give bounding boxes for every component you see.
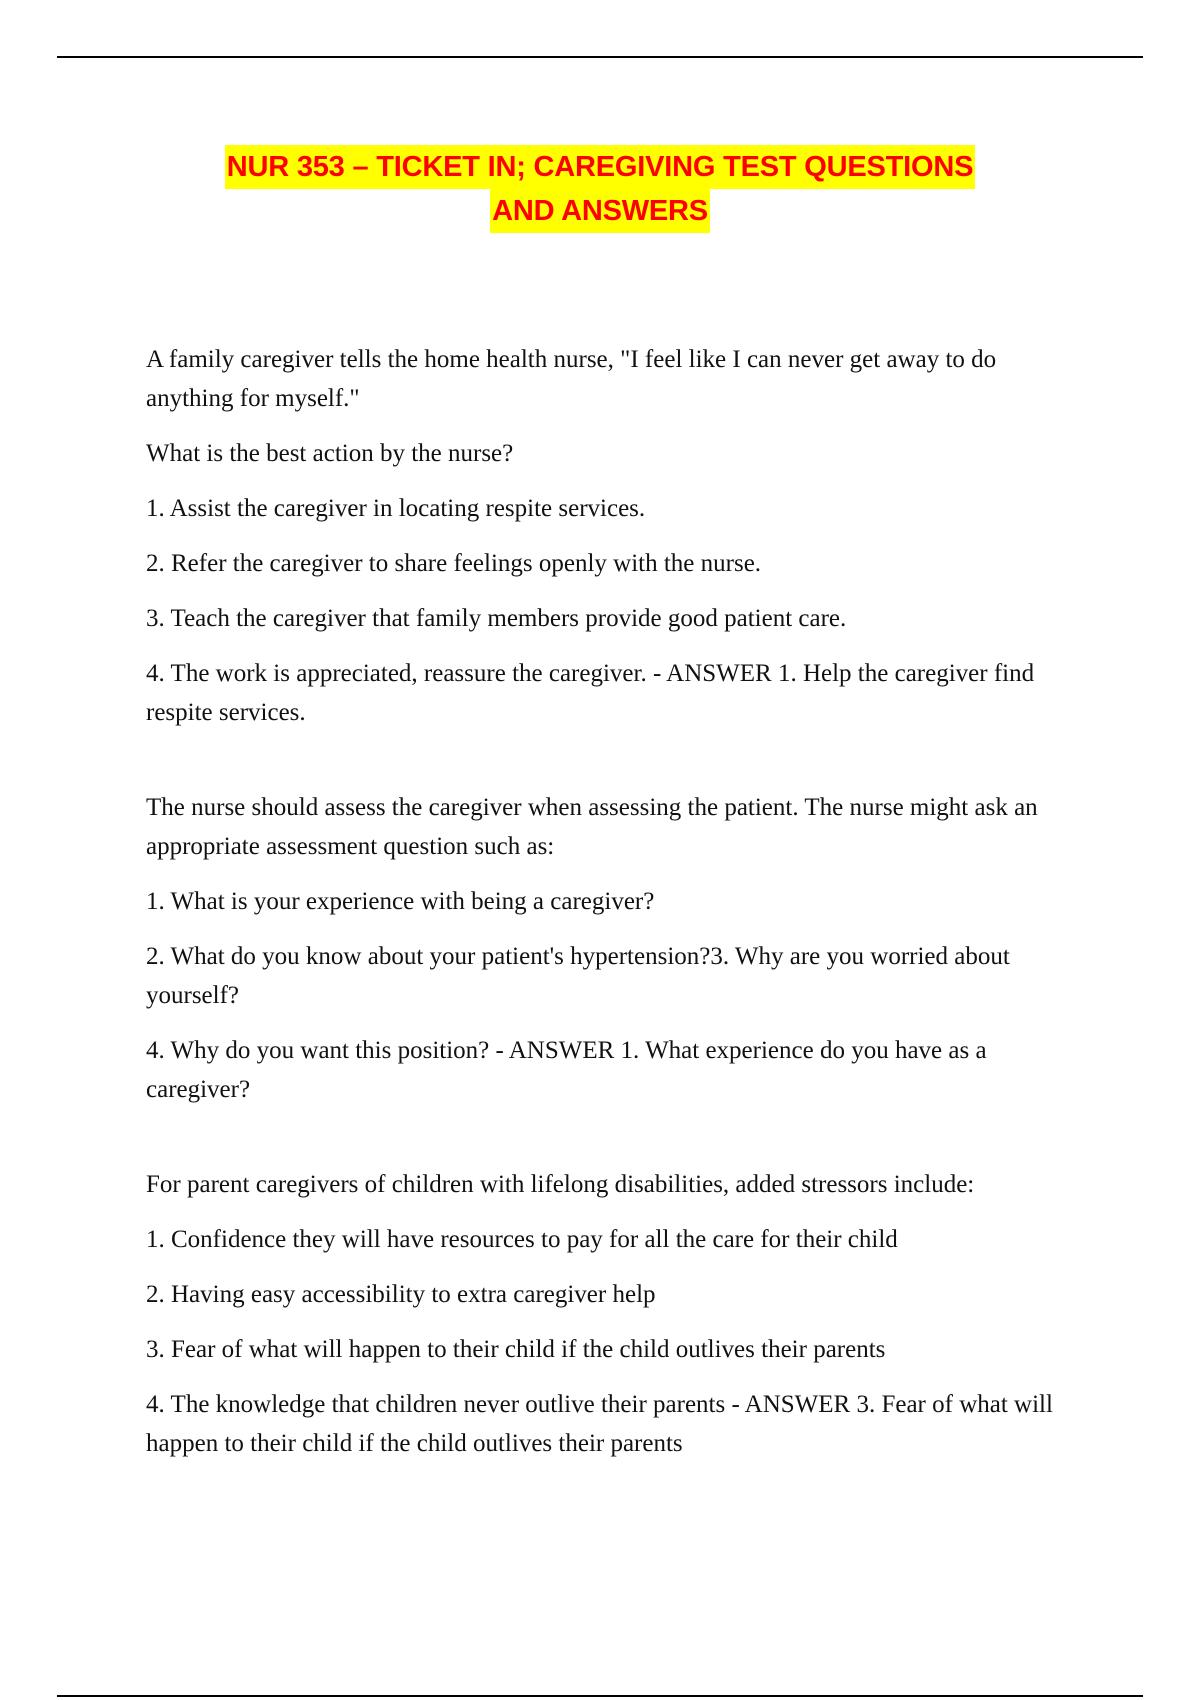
title-line-1: NUR 353 – TICKET IN; CAREGIVING TEST QUESTIONS	[225, 145, 976, 189]
title-line-2: AND ANSWERS	[490, 189, 710, 233]
question-stem: For parent caregivers of children with lifelong disabilities, added stressors include:	[146, 1171, 975, 1198]
document-body	[146, 340, 1066, 1519]
question-2	[146, 788, 1066, 1109]
question-3	[146, 1165, 1066, 1463]
document-title	[0, 145, 1200, 233]
option-2: 2. Refer the caregiver to share feelings openly with the nurse.	[146, 550, 762, 577]
option-1: 1. Confidence they will have resources to pay for all the care for their child	[146, 1226, 898, 1253]
option-3: 3. Fear of what will happen to their child if the child outlives their parents	[146, 1336, 886, 1363]
option-1: 1. Assist the caregiver in locating respite services.	[146, 495, 646, 522]
top-rule	[57, 56, 1143, 58]
question-stem: A family caregiver tells the home health nurse, "I feel like I can never get away to do anything for myself."	[146, 346, 997, 412]
option-4-with-answer: 4. The work is appreciated, reassure the caregiver. - ANSWER 1. Help the caregiver find respite services.	[146, 660, 1035, 726]
option-1: 1. What is your experience with being a caregiver?	[146, 888, 655, 915]
option-4-with-answer: 4. Why do you want this position? - ANSWER 1. What experience do you have as a caregiver?	[146, 1037, 987, 1103]
option-2-3: 2. What do you know about your patient's hypertension?3. Why are you worried about yourself?	[146, 943, 1010, 1009]
option-4-with-answer: 4. The knowledge that children never outlive their parents - ANSWER 3. Fear of what will happen to their child if the child outlives their parents	[146, 1391, 1053, 1457]
bottom-rule	[57, 1695, 1143, 1697]
question-prompt: What is the best action by the nurse?	[146, 440, 514, 467]
question-1	[146, 340, 1066, 732]
question-stem: The nurse should assess the caregiver when assessing the patient. The nurse might ask an appropriate assessment question such as:	[146, 794, 1038, 860]
option-2: 2. Having easy accessibility to extra caregiver help	[146, 1281, 656, 1308]
option-3: 3. Teach the caregiver that family members provide good patient care.	[146, 605, 847, 632]
